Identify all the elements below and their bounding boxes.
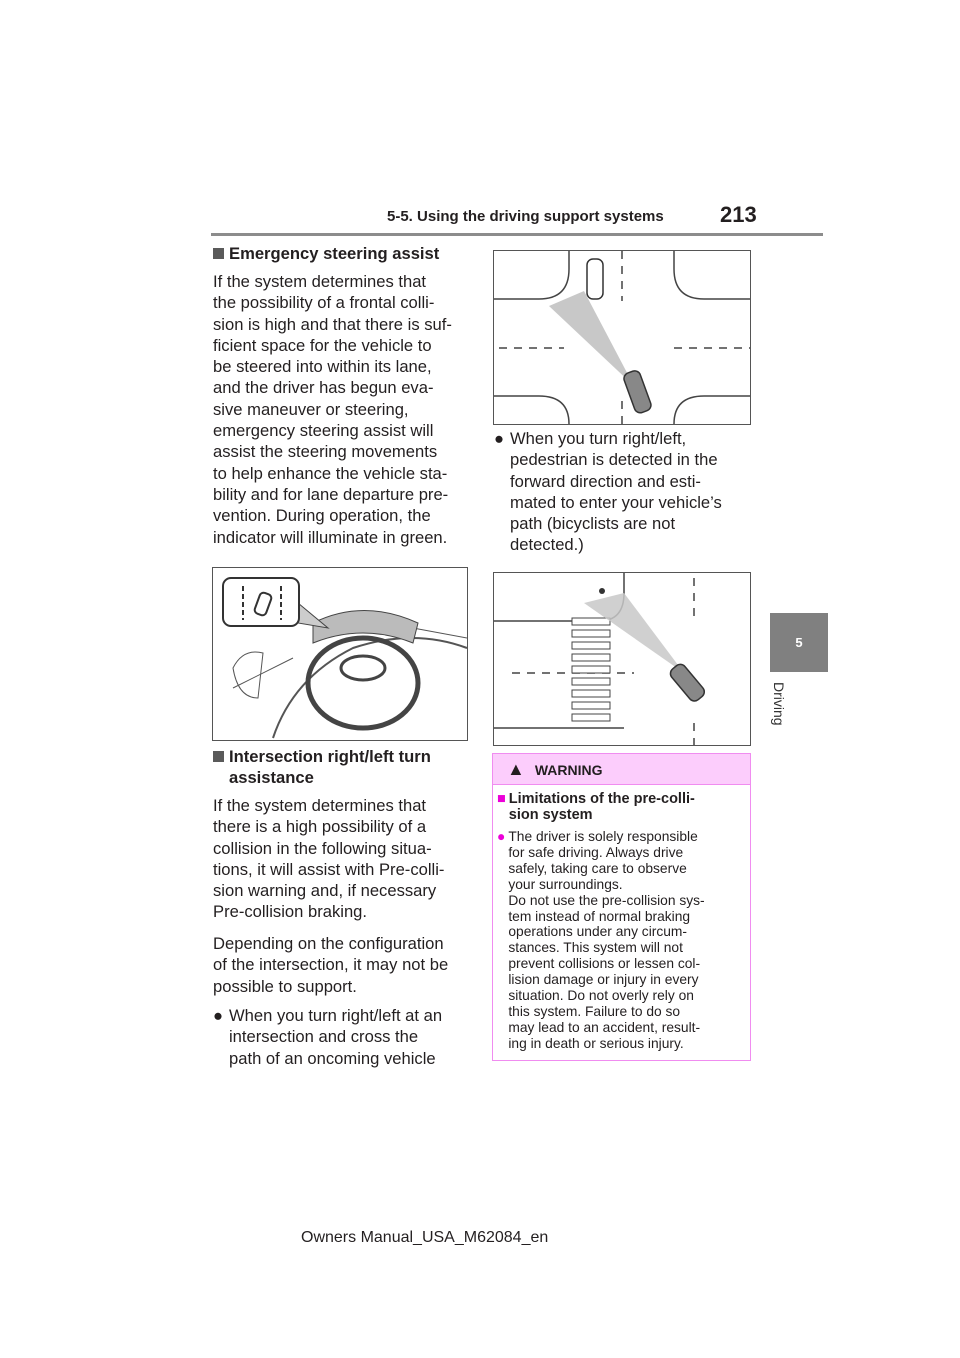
paragraph-intersection: [213, 795, 444, 923]
text-line: sion warning and, if necessary: [213, 881, 437, 901]
text-line: and the driver has begun eva-: [213, 378, 434, 398]
text-line: the possibility of a frontal colli-: [213, 293, 435, 313]
text-line: situation. Do not overly rely on: [508, 988, 694, 1004]
text-line: there is a high possibility of a: [213, 817, 427, 837]
text-line: tions, it will assist with Pre-colli-: [213, 859, 445, 879]
bullet-dot-icon: ●: [213, 1006, 224, 1025]
text-line: your surroundings.: [508, 876, 623, 892]
text-line: be steered into within its lane,: [213, 357, 432, 377]
text-line: indicator will illuminate in green.: [213, 527, 448, 547]
text-line: When you turn right/left at an: [229, 1006, 443, 1025]
warning-title: WARNING: [534, 762, 603, 778]
text-line: assist the steering movements: [213, 442, 438, 462]
text-line: Pre-collision braking.: [213, 902, 368, 922]
square-bullet-icon: [213, 248, 224, 259]
text-line: sive maneuver or steering,: [213, 399, 409, 419]
section-title: 5-5. Using the driving support systems: [387, 208, 664, 225]
text-line: sion is high and that there is suf-: [213, 314, 452, 334]
text-line: sion system: [508, 807, 593, 823]
text-line: path (bicyclists are not: [510, 514, 676, 534]
text-line: detected.): [510, 535, 584, 555]
warning-box: [492, 753, 751, 1061]
header-rule: [211, 233, 823, 236]
bullet-dot-icon: ●: [494, 429, 505, 448]
bullet-pedestrian: [494, 428, 722, 556]
steering-indicator-illustration: [212, 567, 468, 741]
text-line: ficient space for the vehicle to: [213, 335, 432, 355]
page-number: 213: [720, 202, 757, 227]
text-line: Limitations of the pre-colli-: [508, 791, 695, 807]
oncoming-vehicle-illustration: [493, 250, 751, 425]
warning-body: [497, 829, 746, 1052]
text-line: When you turn right/left,: [510, 429, 687, 448]
chapter-tab: 5: [770, 613, 828, 672]
text-line: If the system determines that: [213, 272, 427, 291]
text-line: path of an oncoming vehicle: [229, 1048, 436, 1068]
text-line: assistance: [229, 768, 314, 788]
text-line: Intersection right/left turn: [229, 747, 431, 766]
text-line: mated to enter your vehicle’s: [510, 492, 722, 512]
chapter-label: Driving: [771, 682, 787, 726]
text-line: stances. This system will not: [508, 940, 683, 956]
warning-triangle-icon: ▲: [507, 759, 525, 779]
text-line: Do not use the pre-collision sys-: [508, 892, 705, 908]
square-bullet-icon: [213, 751, 224, 762]
text-line: Depending on the configuration: [213, 934, 444, 953]
text-line: emergency steering assist will: [213, 421, 434, 441]
pedestrian-illustration: [493, 572, 751, 746]
paragraph-emergency-steering: [213, 271, 452, 548]
text-line: prevent collisions or lessen col-: [508, 956, 701, 972]
text-line: If the system determines that: [213, 796, 427, 815]
text-line: Emergency steering assist: [229, 244, 440, 263]
heading-intersection: [213, 746, 431, 789]
text-line: possible to support.: [213, 976, 357, 996]
pink-square-icon: ■: [497, 791, 506, 807]
pink-dot-icon: ●: [497, 829, 506, 844]
text-line: intersection and cross the: [229, 1027, 419, 1047]
text-line: may lead to an accident, result-: [508, 1019, 701, 1035]
bullet-oncoming-vehicle: [213, 1005, 443, 1069]
warning-header: [493, 754, 750, 785]
paragraph-configuration: [213, 933, 448, 997]
text-line: The driver is solely responsible: [508, 829, 698, 844]
text-line: collision in the following situa-: [213, 838, 432, 858]
text-line: lision damage or injury in every: [508, 972, 699, 988]
text-line: for safe driving. Always drive: [508, 844, 684, 860]
footer-text: Owners Manual_USA_M62084_en: [301, 1229, 549, 1246]
text-line: of the intersection, it may not be: [213, 955, 449, 975]
text-line: this system. Failure to do so: [508, 1003, 681, 1019]
text-line: to help enhance the vehicle sta-: [213, 463, 448, 483]
text-line: pedestrian is detected in the: [510, 450, 718, 470]
heading-emergency-steering: [213, 243, 439, 264]
text-line: ing in death or serious injury.: [508, 1035, 684, 1051]
text-line: safely, taking care to observe: [508, 860, 687, 876]
text-line: operations under any circum-: [508, 924, 688, 940]
warning-heading: [497, 791, 746, 823]
text-line: forward direction and esti-: [510, 471, 701, 491]
text-line: bility and for lane departure pre-: [213, 484, 449, 504]
text-line: tem instead of normal braking: [508, 908, 691, 924]
text-line: vention. During operation, the: [213, 506, 431, 526]
